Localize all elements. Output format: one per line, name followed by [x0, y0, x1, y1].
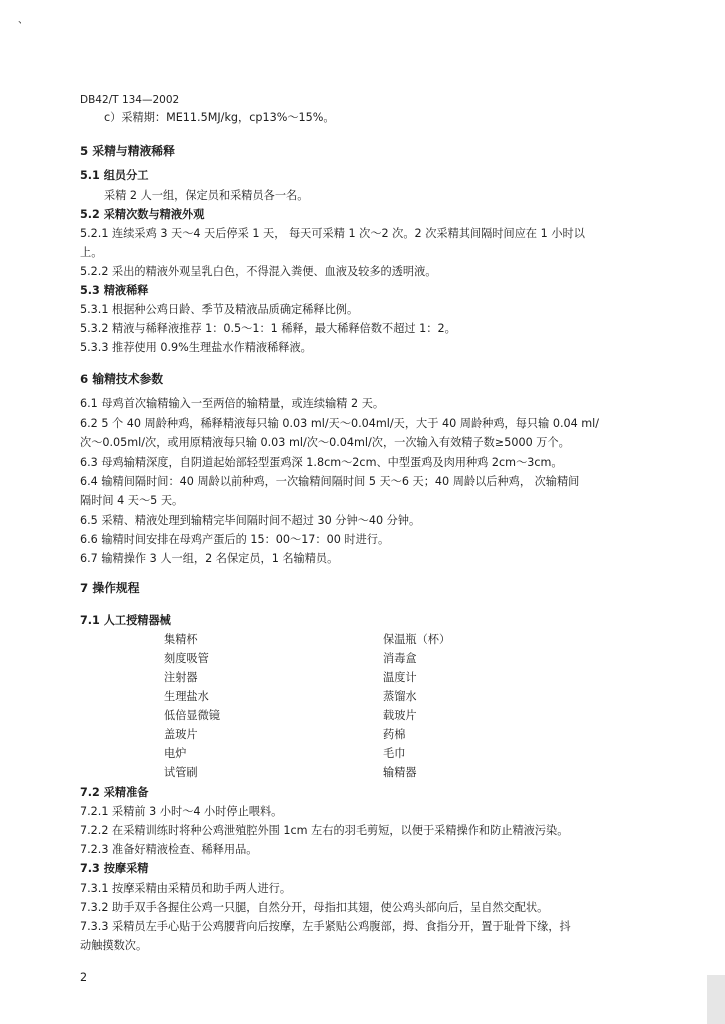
paragraph-5-1: 采精 2 人一组，保定员和采精员各一名。 — [104, 189, 309, 202]
section-5-2-heading: 5.2 采精次数与精液外观 — [80, 208, 205, 221]
equipment-item: 生理盐水 — [164, 690, 209, 703]
paragraph-7-2-3: 7.2.3 准备好精液检查、稀释用品。 — [80, 843, 258, 856]
equipment-item: 输精器 — [383, 766, 417, 779]
paragraph-c: c）采精期：ME11.5MJ/kg，cp13%～15%。 — [104, 111, 335, 124]
paragraph-5-3-2: 5.3.2 精液与稀释液推荐 1：0.5～1：1 稀释，最大稀释倍数不超过 1：2。 — [80, 322, 456, 335]
section-5-heading: 5 采精与精液稀释 — [80, 144, 175, 158]
section-7-3-heading: 7.3 按摩采精 — [80, 862, 149, 875]
equipment-item: 保温瓶（杯） — [383, 633, 451, 646]
paragraph-6-4: 6.4 输精间隔时间：40 周龄以前种鸡，一次输精间隔时间 5 天～6 天；40 周龄以后种鸡， 次输精间 — [80, 475, 580, 488]
scan-edge-strip — [707, 975, 725, 1024]
equipment-item: 试管刷 — [164, 766, 198, 779]
paragraph-6-4-cont: 隔时间 4 天～5 天。 — [80, 494, 184, 507]
equipment-item: 刻度吸管 — [164, 652, 209, 665]
paragraph-5-3-3: 5.3.3 推荐使用 0.9%生理盐水作精液稀释液。 — [80, 341, 312, 354]
equipment-item: 低倍显微镜 — [164, 709, 220, 722]
section-7-1-heading: 7.1 人工授精器械 — [80, 614, 171, 627]
paragraph-7-3-1: 7.3.1 按摩采精由采精员和助手两人进行。 — [80, 882, 292, 895]
paragraph-6-3: 6.3 母鸡输精深度，自阴道起始部轻型蛋鸡深 1.8cm～2cm、中型蛋鸡及肉用种鸡 2cm～3cm。 — [80, 456, 563, 469]
paragraph-6-1: 6.1 母鸡首次输精输入一至两倍的输精量，或连续输精 2 天。 — [80, 397, 385, 410]
document-code: DB42/T 134—2002 — [80, 94, 180, 106]
paragraph-7-2-2: 7.2.2 在采精训练时将种公鸡泄殖腔外围 1cm 左右的羽毛剪短，以便于采精操作和防止精液污染。 — [80, 824, 569, 837]
equipment-item: 载玻片 — [383, 709, 417, 722]
equipment-item: 药棉 — [383, 728, 406, 741]
equipment-item: 消毒盒 — [383, 652, 417, 665]
equipment-item: 蒸馏水 — [383, 690, 417, 703]
paragraph-7-3-3: 7.3.3 采精员左手心贴于公鸡腰背向后按摩，左手紧贴公鸡腹部，拇、食指分开，置于耻骨下缘，抖 — [80, 920, 571, 933]
equipment-item: 电炉 — [164, 747, 187, 760]
paragraph-7-2-1: 7.2.1 采精前 3 小时～4 小时停止喂料。 — [80, 805, 283, 818]
section-7-heading: 7 操作规程 — [80, 581, 140, 595]
equipment-item: 盖玻片 — [164, 728, 198, 741]
equipment-item: 注射器 — [164, 671, 198, 684]
paragraph-5-2-1: 5.2.1 连续采鸡 3 天～4 天后停采 1 天， 每天可采精 1 次～2 次。2 次采精其间隔时间应在 1 小时以 — [80, 227, 585, 240]
paragraph-5-3-1: 5.3.1 根据种公鸡日龄、季节及精液品质确定稀释比例。 — [80, 303, 359, 316]
paragraph-6-2-cont: 次～0.05ml/次，或用原精液每只输 0.03 ml/次～0.04ml/次，一次输入有效精子数≥5000 万个。 — [80, 436, 570, 449]
equipment-item: 毛巾 — [383, 747, 406, 760]
paragraph-7-3-2: 7.3.2 助手双手各握住公鸡一只腿，自然分开，母指扣其翅，使公鸡头部向后，呈自然交配状。 — [80, 901, 549, 914]
paragraph-6-6: 6.6 输精时间安排在母鸡产蛋后的 15：00～17：00 时进行。 — [80, 533, 390, 546]
corner-mark: 、 — [18, 15, 28, 26]
paragraph-7-3-3-cont: 动触摸数次。 — [80, 939, 148, 952]
section-5-3-heading: 5.3 精液稀释 — [80, 284, 149, 297]
paragraph-5-2-1-cont: 上。 — [80, 246, 103, 259]
paragraph-6-5: 6.5 采精、精液处理到输精完毕间隔时间不超过 30 分钟～40 分钟。 — [80, 514, 421, 527]
section-7-2-heading: 7.2 采精准备 — [80, 786, 149, 799]
equipment-item: 温度计 — [383, 671, 417, 684]
section-6-heading: 6 输精技术参数 — [80, 372, 164, 386]
paragraph-6-7: 6.7 输精操作 3 人一组，2 名保定员，1 名输精员。 — [80, 552, 339, 565]
equipment-item: 集精杯 — [164, 633, 198, 646]
page-number: 2 — [80, 971, 88, 984]
paragraph-6-2: 6.2 5 个 40 周龄种鸡，稀释精液每只输 0.03 ml/天～0.04ml/天，大于 40 周龄种鸡，每只输 0.04 ml/ — [80, 417, 600, 430]
paragraph-5-2-2: 5.2.2 采出的精液外观呈乳白色，不得混入粪便、血液及较多的透明液。 — [80, 265, 437, 278]
section-5-1-heading: 5.1 组员分工 — [80, 169, 149, 182]
